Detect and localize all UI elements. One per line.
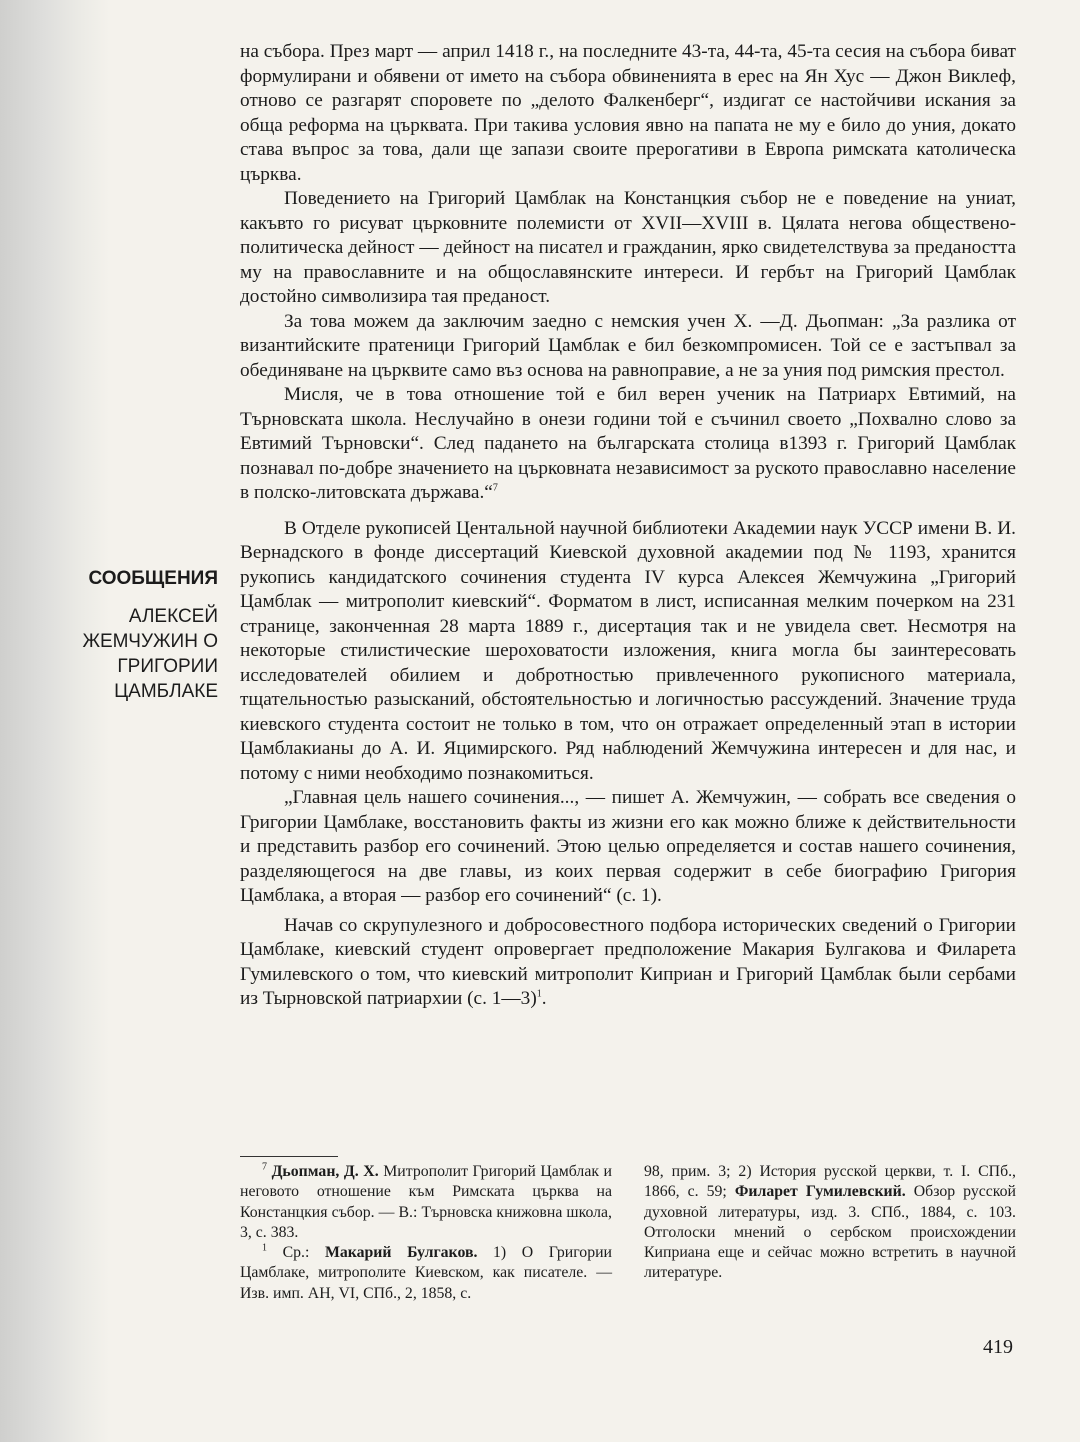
paragraph-2: Поведението на Григорий Цамблак на Констанцкия събор не е поведение на униат, какъвто го рисуват църковните полемисти от XVII—XVIII в. Цялата негова обществено-политическа дейност — дейност на писател и гражданин, ярко свидетелствува за предаността му на православните и на общославянските интереси. И гербът на Григорий Цамблак достойно символизира тая преданост. [240, 188, 1016, 307]
page-gutter-shadow [0, 0, 110, 1442]
main-text [240, 40, 1016, 1012]
paragraph-4-text: Мисля, че в това отношение той е бил верен ученик на Патриарх Евтимий, на Търновската школа. Неслучайно в онези години той е съчинил своето „Похвално слово за Евтимий Търновски“. След падането на българската столица в1393 г. Григорий Цамблак познавал по-добре значението на църковната независимост за руското православно население в полско-литовската държава.“ [240, 384, 1016, 503]
footnote-1: $^1$ Ср.: Макарий Булгаков. 1) О Григории Цамблаке, митрополите Киевском, как писателе. — Изв. имп. АН, VI, СПб., 2, 1858, с. [240, 1242, 613, 1302]
paragraph-4 [240, 383, 1016, 506]
page-number: 419 [983, 1336, 1013, 1358]
paragraph-1: на събора. През март — април 1418 г., на последните 43-та, 44-та, 45-та сесия на събора биват формулирани и обявени от името на събора обвиненията в ерес на Ян Хус — Джон Виклеф, отново се разгарят споровете по „делото Фалкенберг“, издигат се настойчиви искания за обща реформа на църквата. При такива условия явно на папата не му е било до уния, докато става въпрос за това, дали ще запази своите прерогативи в Европа римската католическа църква. [240, 41, 1016, 185]
section-heading: СООБЩЕНИЯ [88, 568, 218, 589]
article-title [40, 604, 218, 704]
footnotes-column-right [644, 1162, 1016, 1304]
paragraph-3: За това можем да заключим заедно с немския учен Х. —Д. Дьопман: „За разлика от византийските пратеници Григорий Цамблак е бил безкомпромисен. Той се е застъпвал за обединяване на църквите само въз основа на равноправие, а не за уния под римския престол. [240, 310, 1016, 381]
footnote-ref-7: 7 [492, 482, 498, 494]
paragraph-7: Начав со скрупулезного и добросовестного подбора исторических сведений о Григории Цамблаке, киевский студент опровергает предположение Макария Булгакова и Филарета Гумилевского о том, что киевский митрополит Киприан и Григорий Цамблак были сербами из Тырновской патриархии (с. 1—3)$^1$. [240, 914, 1016, 1009]
paragraph-5: В Отделе рукописей Центальной научной библиотеки Академии наук УССР имени В. И. Вернадского в фонде диссертаций Киевской духовной академии под № 1193, хранится рукопись кандидатского сочинения студента IV курса Алексея Жемчужина „Григорий Цамблак — митрополит киевский“. Форматом в лист, исписанная мелким почерком на 231 странице, законченная 28 марта 1889 г., дисертация так и не увидела свет. Несмотря на некоторые стилистические шероховатости изложения, книга могла бы заинтересовать исследователей обилием и добротностью привлеченного рукописного материала, тщательностью разысканий, обстоятельностью и логичностью рассуждений. Значение труда киевского студента состоит не только в том, что он отражает определенный этап в истории Цамблакианы до А. И. Яцимирского. Ряд наблюдений Жемчужина интересен и для нас, и потому с ними необходимо познакомиться. [240, 517, 1016, 784]
paragraph-7-text: Начав со скрупулезного и добросовестного подбора исторических сведений о Григории Цамблаке, киевский студент опровергает предположение Макария Булгакова и Филарета Гумилевского о том, что киевский митрополит Киприан и Григорий Цамблак были сербами из Тырновской патриархии (с. 1—3) [240, 914, 1016, 1009]
article-title-line-3: ГРИГОРИИ [117, 656, 218, 677]
footnote-1-continued: 98, прим. 3; 2) История русской церкви, т. I. СПб., 1866, с. 59; Филарет Гумилевский. Обзор русской духовной литературы, изд. 3. СПб., 1884, с. 103. Отголоски мнений о сербском происхождении Киприана еще и сейчас можно встретить в научной литературе. [644, 1163, 1017, 1282]
footnote-divider [240, 1156, 338, 1157]
paragraph-6: „Главная цель нашего сочинения..., — пишет А. Жемчужин, — собрать все сведения о Григории Цамблаке, восстановить факты из жизни его как можно ближе к действительности и представить разбор его сочинений. Этою целью определяется и состав нашего сочинения, разделяющегося на две главы, из коих первая содержит в себе биографию Григория Цамблака, а вторая — разбор его сочинений“ (с. 1). [240, 787, 1016, 906]
article-title-line-1: АЛЕКСЕЙ [128, 606, 218, 627]
article-title-line-4: ЦАМБЛАКЕ [114, 681, 218, 702]
footnotes [240, 1162, 1016, 1304]
footnote-ref-1: 1 [536, 988, 542, 1000]
footnote-7: $^7$ Дьопман, Д. Х. Митрополит Григорий Цамблак и неговото отношение към Римската църква на Констанцкия събор. — В.: Търновска книжовна школа, 3, с. 383. [240, 1161, 613, 1241]
footnotes-column-left [240, 1162, 612, 1304]
article-title-line-2: ЖЕМЧУЖИН О [82, 631, 218, 652]
